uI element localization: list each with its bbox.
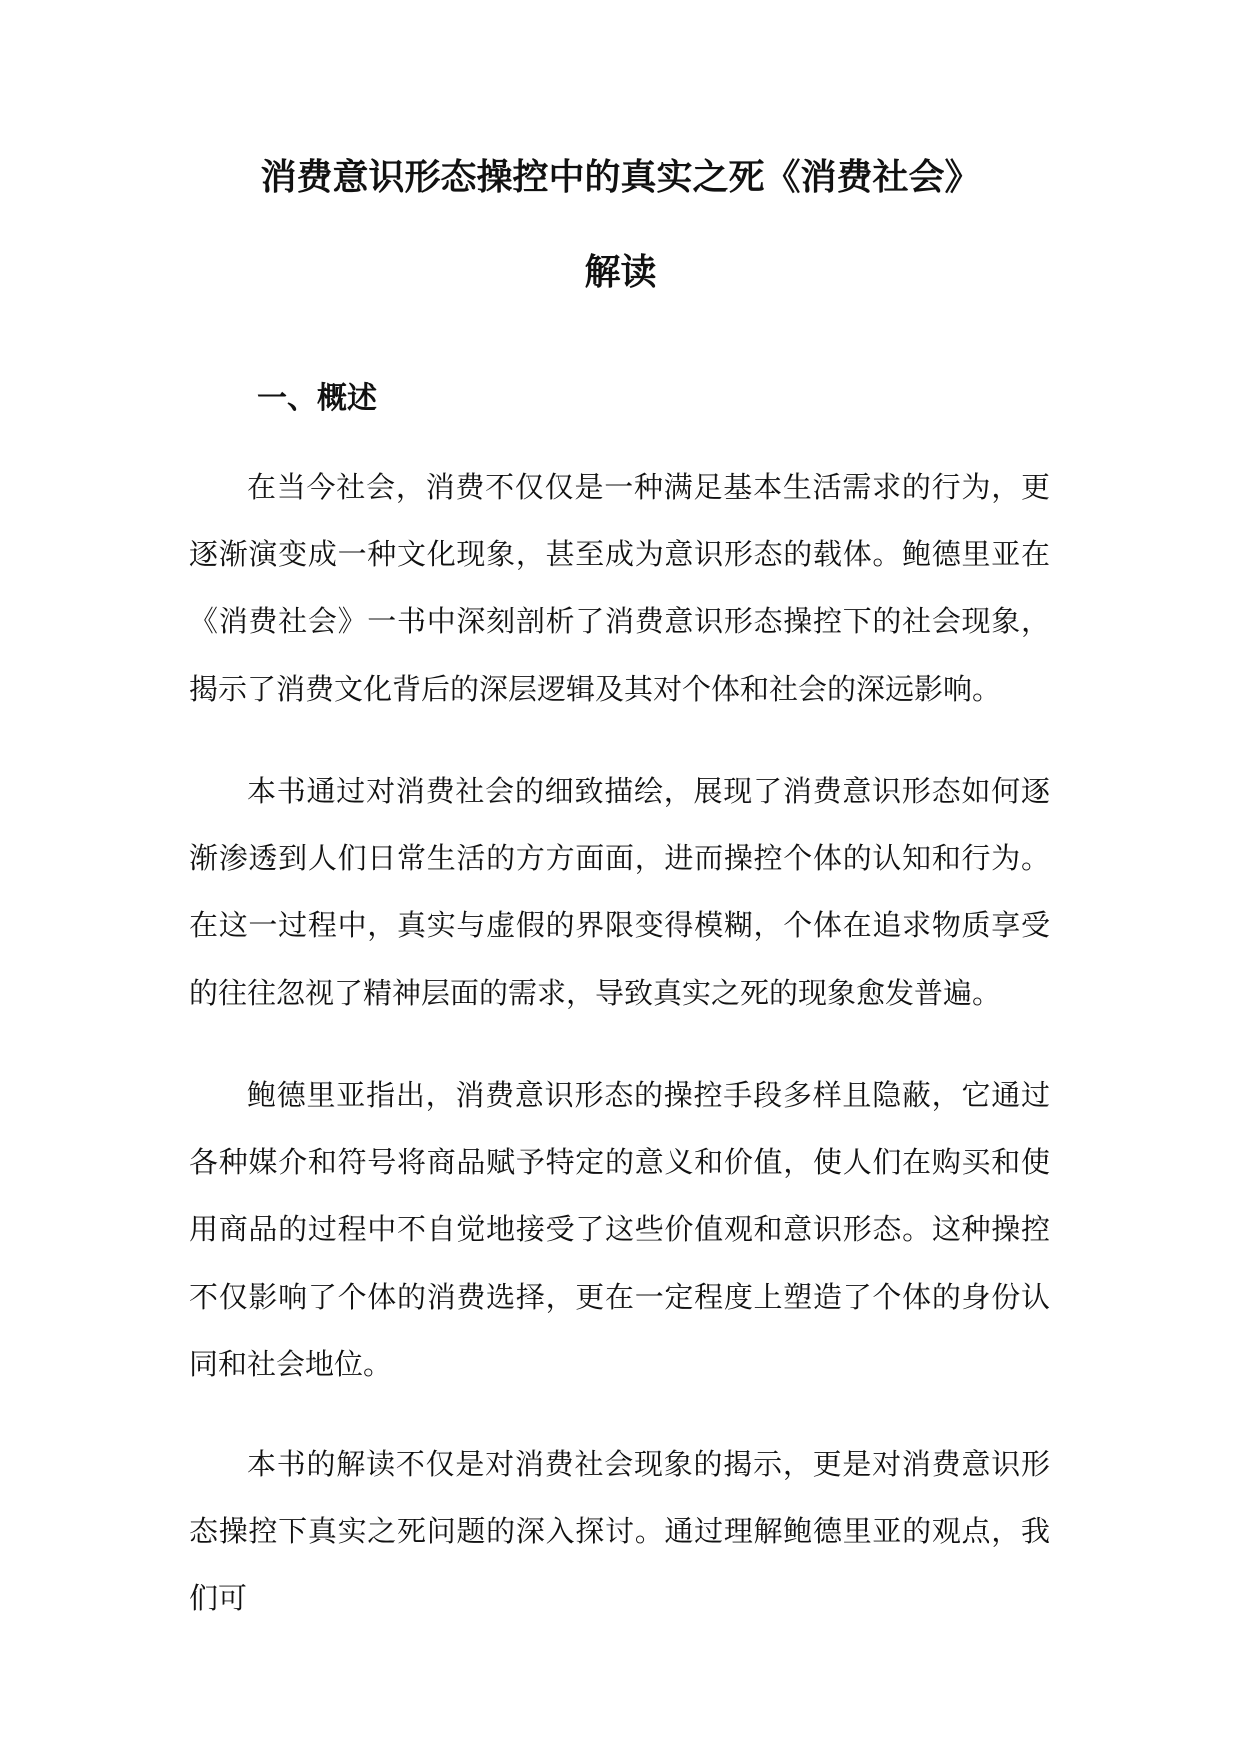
paragraph-1: 在当今社会，消费不仅仅是一种满足基本生活需求的行为，更逐渐演变成一种文化现象，甚至成为意识形态的载体。鲍德里亚在《消费社会》一书中深刻剖析了消费意识形态操控下的社会现象，揭示了消费文化背后的深层逻辑及其对个体和社会的深远影响。 bbox=[189, 470, 1050, 706]
paragraph-4: 本书的解读不仅是对消费社会现象的揭示，更是对消费意识形态操控下真实之死问题的深入探讨。通过理解鲍德里亚的观点，我们可 bbox=[189, 1447, 1050, 1616]
paragraph-3: 鲍德里亚指出，消费意识形态的操控手段多样且隐蔽，它通过各种媒介和符号将商品赋予特定的意义和价值，使人们在购买和使用商品的过程中不自觉地接受了这些价值观和意识形态。这种操控不仅影响了个体的消费选择，更在一定程度上塑造了个体的身份认同和社会地位。 bbox=[189, 1078, 1050, 1381]
paragraph-2: 本书通过对消费社会的细致描绘，展现了消费意识形态如何逐渐渗透到人们日常生活的方方面面，进而操控个体的认知和行为。在这一过程中，真实与虚假的界限变得模糊，个体在追求物质享受的往往忽视了精神层面的需求，导致真实之死的现象愈发普遍。 bbox=[189, 774, 1050, 1010]
section-heading: 一、概述 bbox=[257, 381, 377, 416]
document-title-line-2: 解读 bbox=[584, 251, 657, 293]
document-title-line-1: 消费意识形态操控中的真实之死《消费社会》 bbox=[260, 156, 981, 198]
